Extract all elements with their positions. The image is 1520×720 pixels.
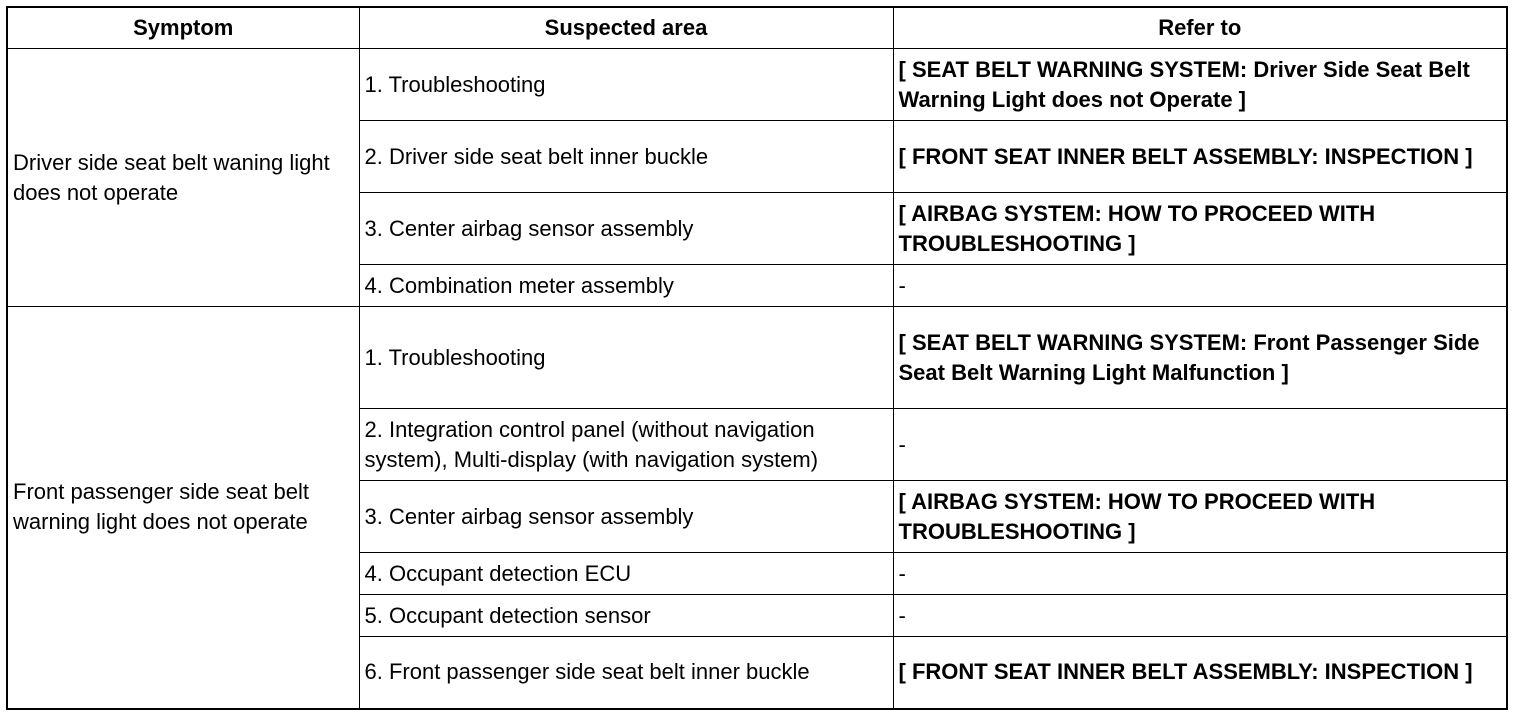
suspected-area-cell: 3. Center airbag sensor assembly xyxy=(359,481,893,553)
refer-to-cell: [ FRONT SEAT INNER BELT ASSEMBLY: INSPECTION ] xyxy=(893,637,1507,709)
table-row xyxy=(7,49,1507,121)
refer-to-cell: - xyxy=(893,595,1507,637)
refer-to-cell: [ FRONT SEAT INNER BELT ASSEMBLY: INSPECTION ] xyxy=(893,121,1507,193)
suspected-area-cell: 3. Center airbag sensor assembly xyxy=(359,193,893,265)
suspected-area-cell: 6. Front passenger side seat belt inner buckle xyxy=(359,637,893,709)
troubleshooting-table xyxy=(6,6,1508,710)
refer-to-cell: [ AIRBAG SYSTEM: HOW TO PROCEED WITH TROUBLESHOOTING ] xyxy=(893,481,1507,553)
header-row xyxy=(7,7,1507,49)
header-refer-to: Refer to xyxy=(893,7,1507,49)
refer-to-cell: - xyxy=(893,409,1507,481)
suspected-area-cell: 2. Driver side seat belt inner buckle xyxy=(359,121,893,193)
refer-to-cell: [ SEAT BELT WARNING SYSTEM: Driver Side Seat Belt Warning Light does not Operate ] xyxy=(893,49,1507,121)
refer-to-cell: - xyxy=(893,553,1507,595)
refer-to-cell: - xyxy=(893,265,1507,307)
header-suspected-area: Suspected area xyxy=(359,7,893,49)
symptom-cell: Front passenger side seat belt warning light does not operate xyxy=(7,307,359,709)
suspected-area-cell: 1. Troubleshooting xyxy=(359,49,893,121)
refer-to-cell: [ SEAT BELT WARNING SYSTEM: Front Passenger Side Seat Belt Warning Light Malfunction ] xyxy=(893,307,1507,409)
table-row xyxy=(7,307,1507,409)
suspected-area-cell: 4. Occupant detection ECU xyxy=(359,553,893,595)
symptom-cell: Driver side seat belt waning light does not operate xyxy=(7,49,359,307)
refer-to-cell: [ AIRBAG SYSTEM: HOW TO PROCEED WITH TROUBLESHOOTING ] xyxy=(893,193,1507,265)
suspected-area-cell: 4. Combination meter assembly xyxy=(359,265,893,307)
suspected-area-cell: 1. Troubleshooting xyxy=(359,307,893,409)
header-symptom: Symptom xyxy=(7,7,359,49)
suspected-area-cell: 5. Occupant detection sensor xyxy=(359,595,893,637)
suspected-area-cell: 2. Integration control panel (without navigation system), Multi-display (with navigation system) xyxy=(359,409,893,481)
